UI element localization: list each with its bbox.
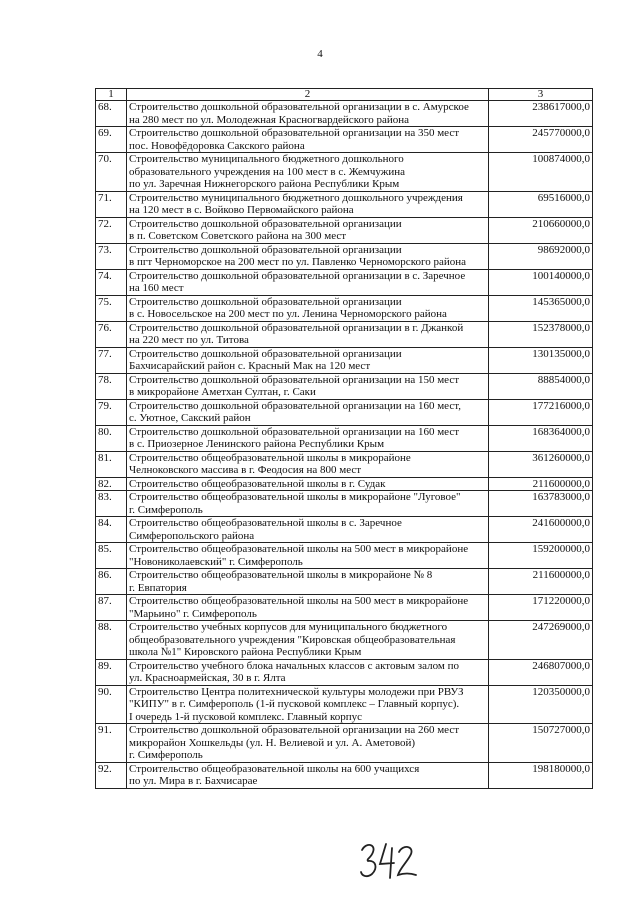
- description-line: Строительство дошкольной образовательной организации в с. Заречное: [129, 269, 466, 282]
- handwritten-page-number-signature: [356, 836, 420, 884]
- amount-cell: 100140000,0: [489, 269, 593, 295]
- row-number: 81.: [96, 451, 127, 477]
- object-description: [127, 217, 489, 243]
- row-number: 73.: [96, 243, 127, 269]
- amount-cell: 171220000,0: [489, 595, 593, 621]
- table-row: [96, 659, 593, 685]
- row-number: 91.: [96, 724, 127, 763]
- row-number: 92.: [96, 762, 127, 788]
- amount-cell: 69516000,0: [489, 191, 593, 217]
- description-line: Строительство дошкольной образовательной организации на 160 мест,: [129, 399, 461, 412]
- description-line: в с. Приозерное Ленинского района Республики Крым: [129, 438, 385, 450]
- object-description: [127, 685, 489, 724]
- description-line: образовательного учреждения на 100 мест в с. Жемчужина: [129, 165, 405, 178]
- object-description: [127, 621, 489, 660]
- amount-cell: 247269000,0: [489, 621, 593, 660]
- description-line: Строительство общеобразовательной школы на 600 учащихся: [129, 762, 420, 775]
- description-line: Строительство общеобразовательной школы на 500 мест в микрорайоне: [129, 543, 469, 555]
- amount-cell: 152378000,0: [489, 321, 593, 347]
- row-number: 86.: [96, 569, 127, 595]
- description-line: с. Уютное, Сакский район: [129, 412, 251, 424]
- description-line: Симферопольского района: [129, 529, 255, 542]
- objects-table: [95, 88, 593, 789]
- row-number: 79.: [96, 399, 127, 425]
- table-row: [96, 621, 593, 660]
- object-description: [127, 243, 489, 269]
- table-row: [96, 517, 593, 543]
- table-row: [96, 491, 593, 517]
- row-number: 85.: [96, 543, 127, 569]
- row-number: 80.: [96, 425, 127, 451]
- column-header-3: 3: [489, 89, 593, 101]
- amount-cell: 145365000,0: [489, 295, 593, 321]
- description-line: Строительство муниципального бюджетного дошкольного учреждения: [129, 191, 463, 204]
- object-description: [127, 127, 489, 153]
- column-header-2: 2: [127, 89, 489, 101]
- table-row: [96, 295, 593, 321]
- amount-cell: 210660000,0: [489, 217, 593, 243]
- column-header-1: 1: [96, 89, 127, 101]
- description-line: Строительство учебного блока начальных классов с актовым залом по: [129, 659, 459, 672]
- amount-cell: 211600000,0: [489, 477, 593, 491]
- row-number: 84.: [96, 517, 127, 543]
- description-line: общеобразовательного учреждения "Кировская общеобразовательная: [129, 633, 456, 646]
- table-row: [96, 399, 593, 425]
- description-line: г. Симферополь: [129, 503, 203, 516]
- description-line: Строительство дошкольной образовательной организации: [129, 217, 402, 230]
- object-description: [127, 517, 489, 543]
- object-description: [127, 399, 489, 425]
- object-description: [127, 543, 489, 569]
- amount-cell: 120350000,0: [489, 685, 593, 724]
- description-line: Строительство Центра политехнической культуры молодежи при РВУЗ: [129, 685, 464, 698]
- amount-cell: 177216000,0: [489, 399, 593, 425]
- amount-cell: 98692000,0: [489, 243, 593, 269]
- amount-cell: 211600000,0: [489, 569, 593, 595]
- description-line: Строительство общеобразовательной школы в с. Заречное: [129, 517, 402, 529]
- row-number: 76.: [96, 321, 127, 347]
- description-line: Строительство дошкольной образовательной организации: [129, 243, 402, 256]
- description-line: Строительство общеобразовательной школы на 500 мест в микрорайоне: [129, 595, 469, 607]
- object-description: [127, 659, 489, 685]
- row-number: 77.: [96, 347, 127, 373]
- object-description: [127, 295, 489, 321]
- amount-cell: 361260000,0: [489, 451, 593, 477]
- object-description: [127, 491, 489, 517]
- description-line: Строительство дошкольной образовательной организации на 350 мест: [129, 127, 460, 139]
- table-row: [96, 595, 593, 621]
- description-line: Строительство дошкольной образовательной организации на 150 мест: [129, 373, 460, 386]
- table-row: [96, 543, 593, 569]
- description-line: Строительство дошкольной образовательной организации в г. Джанкой: [129, 321, 464, 334]
- table-row: [96, 269, 593, 295]
- table-row: [96, 243, 593, 269]
- table-row: [96, 685, 593, 724]
- description-line: ул. Красноармейская, 30 в г. Ялта: [129, 672, 286, 684]
- table-header-row: [96, 89, 593, 101]
- table-row: [96, 451, 593, 477]
- amount-cell: 198180000,0: [489, 762, 593, 788]
- description-line: школа №1" Кировского района Республики Крым: [129, 646, 362, 658]
- description-line: Строительство дошкольной образовательной организации: [129, 347, 402, 360]
- row-number: 68.: [96, 101, 127, 127]
- page-number: 4: [317, 48, 323, 60]
- description-line: "КИПУ" в г. Симферополь (1-й пусковой комплекс – Главный корпус).: [129, 698, 460, 710]
- amount-cell: 150727000,0: [489, 724, 593, 763]
- table-row: [96, 569, 593, 595]
- table-row: [96, 477, 593, 491]
- description-line: "Новониколаевский" г. Симферополь: [129, 555, 303, 568]
- table-row: [96, 347, 593, 373]
- object-description: [127, 373, 489, 399]
- object-description: [127, 321, 489, 347]
- description-line: на 120 мест в с. Войково Первомайского района: [129, 204, 354, 216]
- description-line: в микрорайоне Аметхан Султан, г. Саки: [129, 386, 316, 398]
- row-number: 78.: [96, 373, 127, 399]
- description-line: Строительство дошкольной образовательной организации: [129, 295, 402, 308]
- object-description: [127, 101, 489, 127]
- object-description: [127, 425, 489, 451]
- row-number: 74.: [96, 269, 127, 295]
- amount-cell: 238617000,0: [489, 101, 593, 127]
- object-description: [127, 477, 489, 491]
- amount-cell: 130135000,0: [489, 347, 593, 373]
- table-row: [96, 217, 593, 243]
- row-number: 70.: [96, 153, 127, 192]
- row-number: 88.: [96, 621, 127, 660]
- amount-cell: 163783000,0: [489, 491, 593, 517]
- description-line: г. Симферополь: [129, 749, 203, 761]
- amount-cell: 246807000,0: [489, 659, 593, 685]
- description-line: на 160 мест: [129, 282, 184, 294]
- description-line: Строительство общеобразовательной школы в микрорайоне "Луговое": [129, 491, 461, 503]
- description-line: Строительство муниципального бюджетного дошкольного: [129, 153, 404, 165]
- table-row: [96, 373, 593, 399]
- description-line: Строительство дошкольной образовательной организации в с. Амурское: [129, 101, 469, 113]
- object-description: [127, 191, 489, 217]
- description-line: Строительство общеобразовательной школы в г. Судак: [129, 477, 386, 490]
- description-line: в пгт Черноморское на 200 мест по ул. Павленко Черноморского района: [129, 256, 467, 268]
- object-description: [127, 153, 489, 192]
- description-line: Строительство дошкольной образовательной организации на 260 мест: [129, 724, 460, 736]
- table-row: [96, 153, 593, 192]
- object-description: [127, 595, 489, 621]
- description-line: в п. Советском Советского района на 300 мест: [129, 230, 347, 242]
- row-number: 75.: [96, 295, 127, 321]
- object-description: [127, 569, 489, 595]
- description-line: микрорайон Хошкельды (ул. Н. Велиевой и ул. А. Аметовой): [129, 736, 416, 749]
- row-number: 90.: [96, 685, 127, 724]
- table-row: [96, 191, 593, 217]
- description-line: Строительство учебных корпусов для муниципального бюджетного: [129, 621, 448, 633]
- amount-cell: 88854000,0: [489, 373, 593, 399]
- description-line: пос. Новофёдоровка Сакского района: [129, 139, 305, 152]
- description-line: Бахчисарайский район с. Красный Мак на 120 мест: [129, 360, 371, 372]
- table-row: [96, 321, 593, 347]
- table-row: [96, 724, 593, 763]
- description-line: по ул. Мира в г. Бахчисарае: [129, 775, 258, 787]
- row-number: 71.: [96, 191, 127, 217]
- object-description: [127, 451, 489, 477]
- amount-cell: 241600000,0: [489, 517, 593, 543]
- row-number: 72.: [96, 217, 127, 243]
- table-row: [96, 762, 593, 788]
- object-description: [127, 762, 489, 788]
- table-row: [96, 127, 593, 153]
- object-description: [127, 347, 489, 373]
- row-number: 89.: [96, 659, 127, 685]
- object-description: [127, 724, 489, 763]
- description-line: по ул. Заречная Нижнегорского района Республики Крым: [129, 178, 400, 190]
- description-line: Строительство дошкольной образовательной организации на 160 мест: [129, 425, 460, 438]
- row-number: 87.: [96, 595, 127, 621]
- table-row: [96, 101, 593, 127]
- description-line: на 220 мест по ул. Титова: [129, 334, 249, 346]
- description-line: "Марьино" г. Симферополь: [129, 607, 257, 620]
- row-number: 69.: [96, 127, 127, 153]
- row-number: 82.: [96, 477, 127, 491]
- amount-cell: 245770000,0: [489, 127, 593, 153]
- description-line: Строительство общеобразовательной школы в микрорайоне: [129, 451, 411, 464]
- amount-cell: 100874000,0: [489, 153, 593, 192]
- description-line: на 280 мест по ул. Молодежная Красногвардейского района: [129, 113, 410, 126]
- row-number: 83.: [96, 491, 127, 517]
- description-line: г. Евпатория: [129, 581, 187, 594]
- object-description: [127, 269, 489, 295]
- description-line: Строительство общеобразовательной школы в микрорайоне № 8: [129, 569, 433, 581]
- table-row: [96, 425, 593, 451]
- amount-cell: 168364000,0: [489, 425, 593, 451]
- amount-cell: 159200000,0: [489, 543, 593, 569]
- description-line: I очередь 1-й пусковой комплекс. Главный корпус: [129, 710, 363, 723]
- description-line: в с. Новосельское на 200 мест по ул. Ленина Черноморского района: [129, 308, 447, 320]
- description-line: Челноковского массива в г. Феодосия на 800 мест: [129, 464, 362, 476]
